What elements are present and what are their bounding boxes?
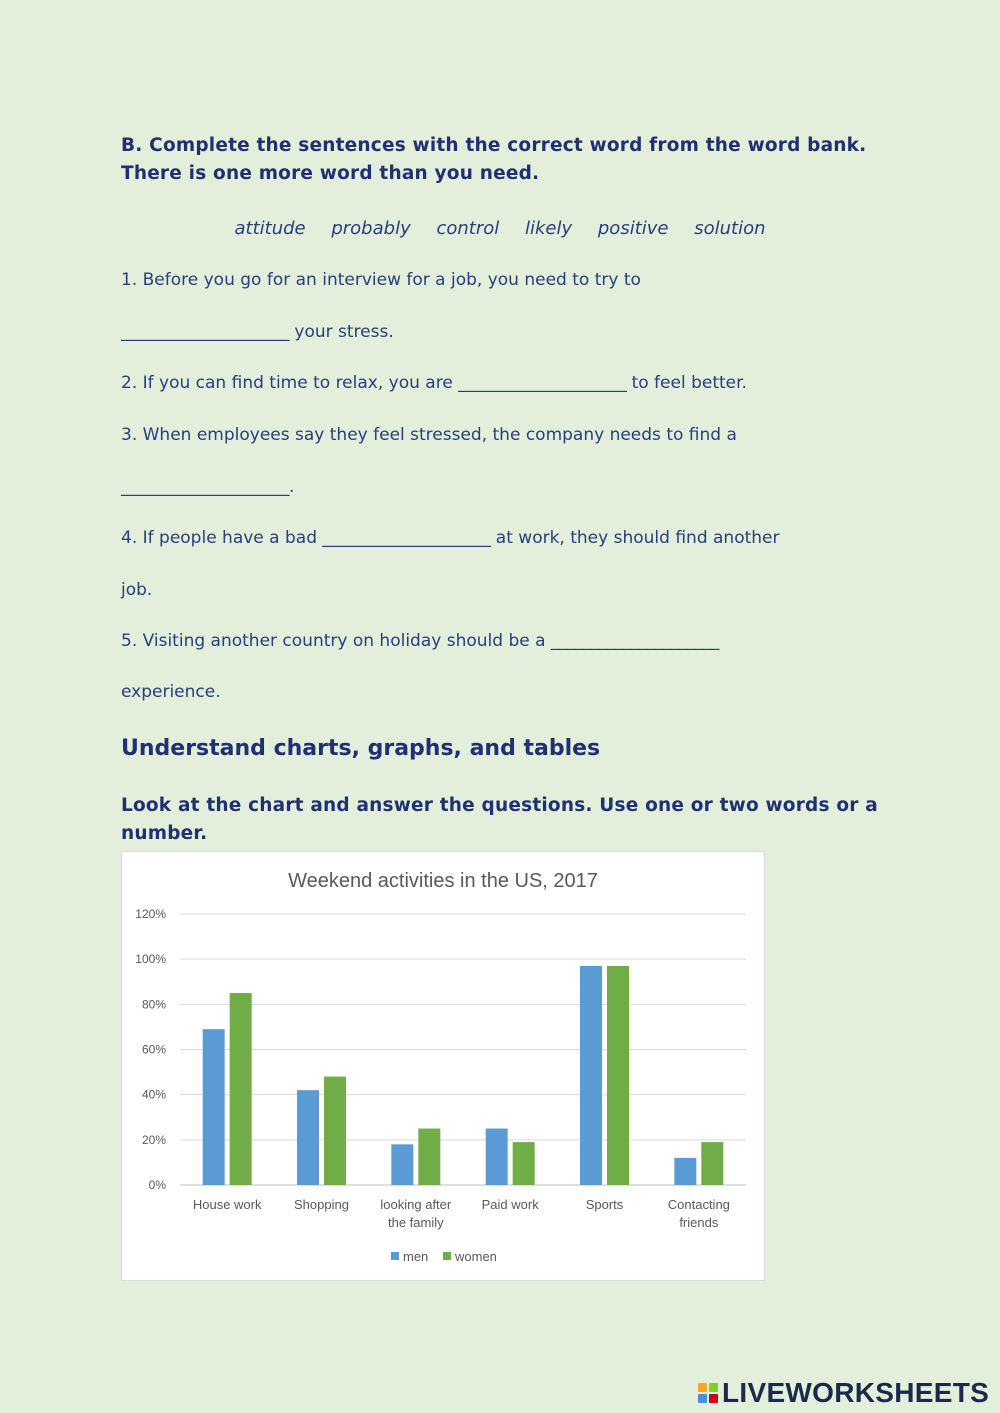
x-tick-label: friends [679,1215,719,1230]
bar-women [513,1142,535,1185]
word-bank-item: attitude [234,218,306,239]
question-4-line-2: job. [121,580,153,600]
y-tick-label: 20% [141,1132,166,1147]
legend-swatch-women [443,1252,451,1260]
bar-women [230,993,252,1185]
question-2-end: to feel better. [626,373,747,393]
bar-women [418,1129,440,1185]
bar-women [607,966,629,1185]
x-tick-label: Paid work [481,1197,539,1212]
y-tick-label: 80% [141,997,166,1012]
answer-blank-4[interactable]: _____________________ [322,528,491,548]
x-tick-label: Shopping [294,1197,349,1212]
word-bank-item: positive [597,218,669,239]
bar-men [391,1144,413,1185]
instruction-line-2: There is one more word than you need. [121,163,540,184]
bar-men [580,966,602,1185]
question-2-start: 2. If you can find time to relax, you are [121,373,459,393]
x-tick-label: Sports [585,1197,624,1212]
logo-mark-icon [698,1383,718,1403]
chart-instruction-line-2: number. [121,823,208,844]
bar-women [324,1077,346,1185]
question-1-end: your stress. [289,322,394,342]
question-4-start: 4. If people have a bad [121,528,323,548]
section-title: Understand charts, graphs, and tables [121,736,601,761]
question-1: 1. Before you go for an interview for a job, you need to try to [121,270,641,290]
answer-blank-1[interactable]: _____________________ [121,322,289,342]
bar-men [674,1158,696,1185]
x-tick-label: looking after [380,1197,452,1212]
logo-text: LIVEWORKSHEETS [722,1377,990,1408]
liveworksheets-logo [698,1376,989,1410]
question-4-end: at work, they should find another [490,528,780,548]
question-4 [121,528,780,548]
question-5-start: 5. Visiting another country on holiday should be a [121,631,551,651]
bar-women [701,1142,723,1185]
legend-swatch-men [391,1252,399,1260]
y-tick-label: 0% [148,1178,166,1192]
question-5-line-2: experience. [121,682,221,702]
x-tick-label: the family [388,1215,444,1230]
answer-blank-3[interactable]: _____________________ [121,477,289,497]
answer-blank-2[interactable]: _____________________ [458,373,627,393]
bar-men [297,1090,319,1185]
y-tick-label: 100% [135,952,166,967]
question-2 [121,373,747,393]
answer-blank-5[interactable]: _____________________ [550,631,719,651]
question-3: 3. When employees say they feel stressed, the company needs to find a [121,425,737,445]
word-bank-item: probably [331,218,411,239]
x-tick-label: Contacting [667,1197,730,1212]
chart-instruction-line-1: Look at the chart and answer the questions. Use one or two words or a [121,795,878,816]
instruction-line-1: B. Complete the sentences with the correct word from the word bank. [121,135,867,156]
x-tick-label: House work [192,1197,262,1212]
question-3-line-2 [121,477,294,497]
word-bank [0,218,1000,239]
chart-canvas [122,852,764,1280]
legend-label-women: women [455,1249,497,1264]
bar-men [486,1129,508,1185]
bar-chart [121,851,765,1281]
chart-title: Weekend activities in the US, 2017 [288,870,598,892]
word-bank-item: control [436,218,500,239]
question-1-line-2 [121,322,394,342]
legend-label-men: men [403,1249,429,1264]
question-3-end: . [289,477,295,497]
bar-men [203,1029,225,1185]
word-bank-item: likely [524,218,573,239]
question-5 [121,631,719,651]
word-bank-item: solution [694,218,766,239]
y-tick-label: 120% [135,907,166,921]
y-tick-label: 40% [141,1087,166,1102]
y-tick-label: 60% [141,1042,166,1057]
